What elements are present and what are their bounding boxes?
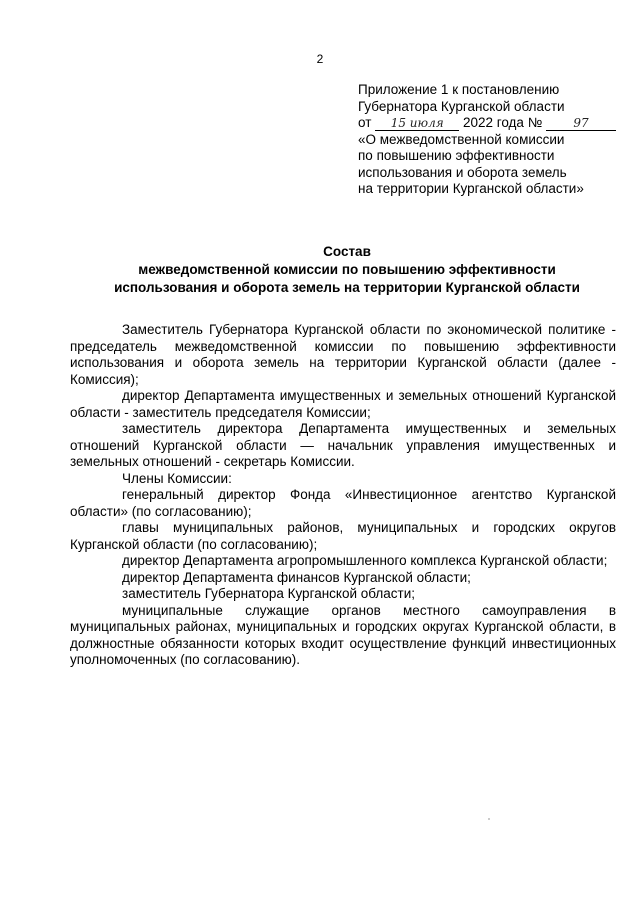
year-text: 2022 года № xyxy=(462,115,543,130)
scan-speck xyxy=(488,818,490,820)
handwritten-number: 97 xyxy=(546,117,616,131)
annex-line-1: Приложение 1 к постановлению xyxy=(358,82,560,97)
title-line-2: межведомственной комиссии по повышению эффективности xyxy=(138,262,556,277)
annex-line-6: использования и оборота земель xyxy=(358,164,567,180)
member-paragraph: директор Департамента имущественных и земельных отношений Курганской области - заместитель председателя Комиссии; xyxy=(70,388,616,420)
members-heading: Члены Комиссии: xyxy=(122,470,232,486)
member-paragraph: муниципальные служащие органов местного самоуправления в муниципальных районах, муниципальных и городских округах Курганской области, в должностные обязанности которых входит осуществление функций инвестиционных уполномоченных (по согласованию). xyxy=(70,602,616,667)
member-paragraph: заместитель Губернатора Курганской области; xyxy=(122,586,416,601)
member-paragraph: генеральный директор Фонда «Инвестиционное агентство Курганской области» (по согласованию); xyxy=(70,487,616,519)
annex-date-line xyxy=(358,115,628,132)
member-paragraph: директор Департамента агропромышленного комплекса Курганской области; xyxy=(122,553,608,568)
page-number: 2 xyxy=(316,52,324,66)
member-paragraph: главы муниципальных районов, муниципальных и городских округов Курганской области (по согласованию); xyxy=(70,520,616,552)
annex-header xyxy=(358,82,628,198)
annex-line-7: на территории Курганской области» xyxy=(358,181,584,196)
title-line-3: использования и оборота земель на территории Курганской области xyxy=(114,280,580,295)
annex-line-4: «О межведомственной комиссии xyxy=(358,131,565,147)
handwritten-date: 15 июля xyxy=(375,117,459,131)
document-title xyxy=(70,243,624,297)
commission-members xyxy=(70,322,616,669)
member-paragraph: заместитель директора Департамента имущественных и земельных отношений Курганской области — начальник управления имущественных и земельных отношений - секретарь Комиссии. xyxy=(70,421,616,469)
date-prefix: от xyxy=(358,115,372,130)
title-line-1: Состав xyxy=(323,244,371,259)
member-paragraph: Заместитель Губернатора Курганской области по экономической политике - председатель межведомственной комиссии по повышению эффективности использования и оборота земель на территории Курганской области (далее - Комиссия); xyxy=(70,322,616,387)
annex-line-5: по повышению эффективности xyxy=(358,148,555,163)
annex-line-2: Губернатора Курганской области xyxy=(358,98,565,114)
member-paragraph: директор Департамента финансов Курганской области; xyxy=(122,569,471,585)
